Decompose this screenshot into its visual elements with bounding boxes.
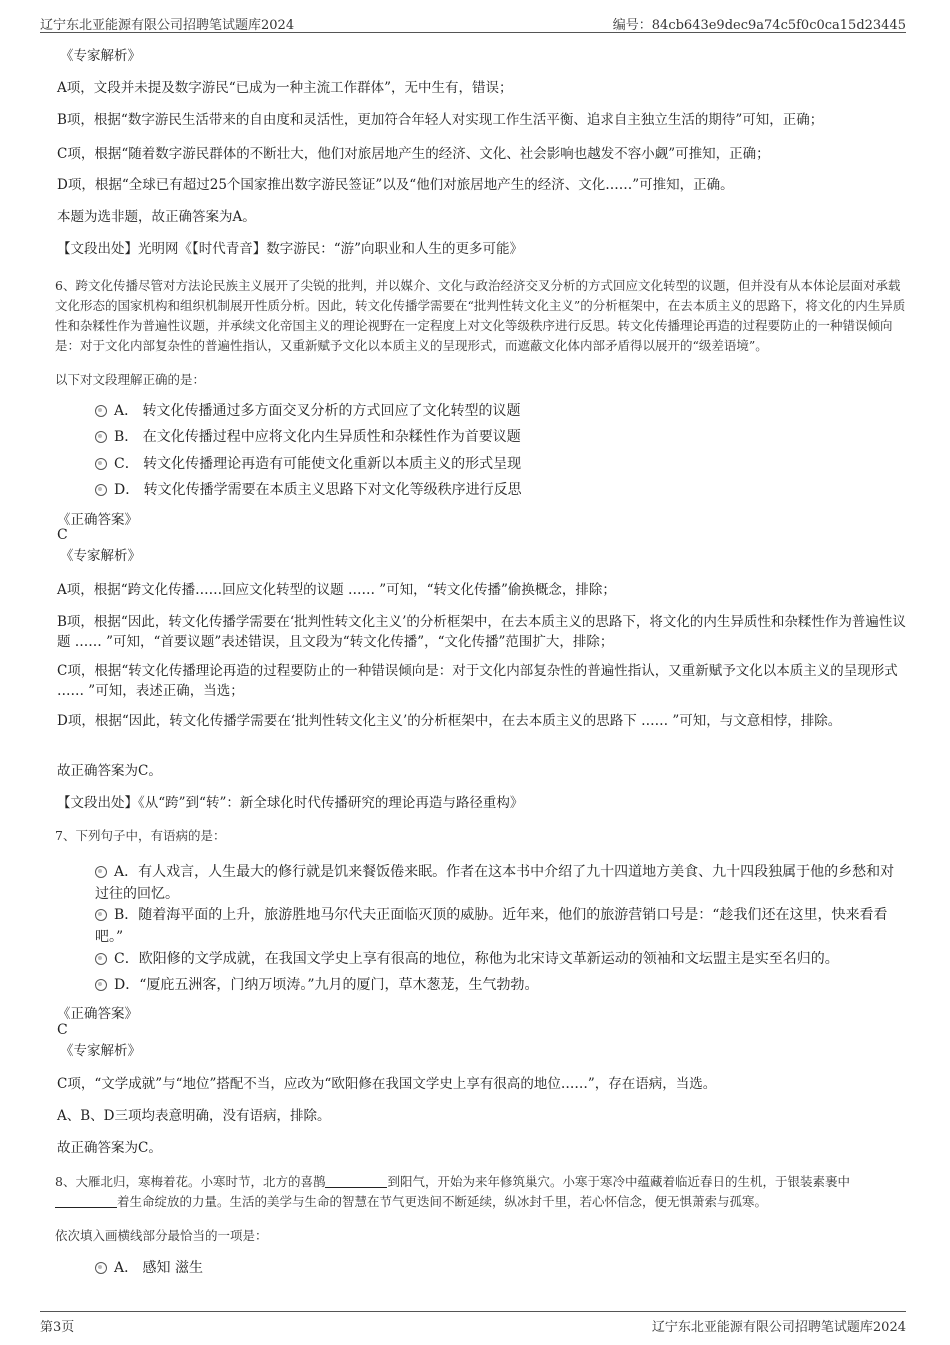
q6-option-a[interactable]: A． 转文化传播通过多方面交叉分析的方式回应了文化转型的议题: [95, 400, 906, 422]
footer-title: 辽宁东北亚能源有限公司招聘笔试题库2024: [651, 1320, 906, 1335]
q6-analysis-d: D项，根据“因此，转文化传播学需要在‘批判性转文化主义’的分析框架中，在去本质主义的思路下 …… ”可知，与文意相悖，排除。: [57, 713, 842, 729]
q7-expert-tag: 《专家解析》: [60, 1043, 141, 1059]
radio-icon[interactable]: [95, 405, 107, 417]
q6-analysis-c: C项，根据“转文化传播理论再造的过程要防止的一种错误倾向是：对于文化内部复杂性的普遍性指认，又重新赋予文化以本质主义的呈现形式 …… ”可知，表述正确，当选；: [57, 663, 898, 699]
header-title: 辽宁东北亚能源有限公司招聘笔试题库2024: [40, 18, 295, 33]
q6-option-d[interactable]: D． 转文化传播学需要在本质主义思路下对文化等级秩序进行反思: [95, 479, 906, 501]
q7-option-c[interactable]: C．欧阳修的文学成就，在我国文学史上享有很高的地位，称他为北宋诗文革新运动的领袖和文坛盟主是实至名归的。: [95, 948, 906, 970]
q6-option-c[interactable]: C． 转文化传播理论再造有可能使文化重新以本质主义的形式呈现: [95, 453, 906, 475]
radio-icon[interactable]: [95, 1262, 107, 1274]
q5-analysis-a: A项，文段并未提及数字游民“已成为一种主流工作群体”，无中生有，错误；: [57, 80, 513, 96]
q5-analysis-c: C项，根据“随着数字游民群体的不断壮大，他们对旅居地产生的经济、文化、社会影响也越发不容小觑”可推知，正确；: [57, 146, 770, 162]
fill-blank-2: [55, 1193, 117, 1208]
q7-stem: 7、下列句子中，有语病的是：: [55, 828, 226, 843]
q6-prompt: 以下对文段理解正确的是：: [55, 372, 206, 387]
q7-option-d[interactable]: D．“厦庇五洲客，门纳万顷涛。”九月的厦门，草木葱茏，生气勃勃。: [95, 974, 906, 996]
q6-answer-tag: 《正确答案》: [57, 512, 138, 528]
q6-answer: C: [57, 527, 68, 543]
radio-icon[interactable]: [95, 953, 107, 965]
radio-icon[interactable]: [95, 866, 107, 878]
radio-icon[interactable]: [95, 979, 107, 991]
q5-expert-tag: 《专家解析》: [60, 48, 141, 64]
q6-conclusion: 故正确答案为C。: [57, 763, 162, 779]
q6-option-b[interactable]: B． 在文化传播过程中应将文化内生异质性和杂糅性作为首要议题: [95, 426, 906, 448]
q7-conclusion: 故正确答案为C。: [57, 1140, 162, 1156]
q6-expert-tag: 《专家解析》: [60, 548, 141, 564]
q5-conclusion: 本题为选非题，故正确答案为A。: [57, 209, 256, 225]
q7-option-a[interactable]: A．有人戏言，人生最大的修行就是饥来餐饭倦来眠。作者在这本书中介绍了九十四道地方美食、九十四段独属于他的乡愁和对过往的回忆。: [95, 864, 895, 902]
header-serial: 编号：84cb643e9dec9a74c5f0c0ca15d23445: [612, 18, 906, 33]
q7-analysis-c: C项，“文学成就”与“地位”搭配不当，应改为“欧阳修在我国文学史上享有很高的地位……”，存在语病，当选。: [57, 1076, 717, 1092]
q7-option-b[interactable]: B．随着海平面的上升，旅游胜地马尔代夫正面临灭顶的威胁。近年来，他们的旅游营销口号是：“趁我们还在这里，快来看看吧。”: [95, 907, 888, 945]
page-footer: [40, 1311, 906, 1336]
radio-icon[interactable]: [95, 909, 107, 921]
q8-option-a[interactable]: A． 感知 滋生: [95, 1257, 906, 1279]
q8-stem: 8、大雁北归，寒梅着花。小寒时节，北方的喜鹊 到阳气，开始为来年修筑巢穴。小寒于寒冷中蕴藏着临近春日的生机，于银装素裹中着生命绽放的力量。生活的美学与生命的智慧在节气更迭间不断延续，纵冰封千里，若心怀信念，便无惧萧索与孤寒。: [55, 1174, 850, 1209]
q6-stem: 6、跨文化传播尽管对方法论民族主义展开了尖锐的批判，并以媒介、文化与政治经济交叉分析的方式回应文化转型的议题，但并没有从本体论层面对承载文化形态的国家机构和组织机制展开性质分析。因此，转文化传播学需要在“批判性转文化主义”的分析框架中，在去本质主义的思路下，将文化的内生异质性和杂糅性作为普遍性议题，并承续文化帝国主义的理论视野在一定程度上对文化等级秩序进行反思。转文化传播理论再造的过程要防止的一种错误倾向是：对于文化内部复杂性的普遍性指认，又重新赋予文化以本质主义的呈现形式，而遮蔽文化体内部矛盾得以展开的“级差语境”。: [55, 278, 906, 353]
q5-analysis-b: B项，根据“数字游民生活带来的自由度和灵活性，更加符合年轻人对实现工作生活平衡、追求自主独立生活的期待”可知，正确；: [57, 112, 824, 128]
q8-prompt: 依次填入画横线部分最恰当的一项是：: [55, 1228, 268, 1243]
footer-page-number: 第3页: [40, 1320, 75, 1335]
page-header: [40, 10, 906, 33]
q7-answer: C: [57, 1022, 68, 1038]
radio-icon[interactable]: [95, 458, 107, 470]
q7-answer-tag: 《正确答案》: [57, 1006, 138, 1022]
q6-analysis-b: B项，根据“因此，转文化传播学需要在‘批判性转文化主义’的分析框架中，在去本质主义的思路下，将文化的内生异质性和杂糅性作为普遍性议题 …… ”可知，“首要议题”表述错误，且文段为“转文化传播”，“文化传播”范围扩大，排除；: [57, 614, 906, 650]
q6-source: 【文段出处】《从“跨”到“转”：新全球化时代传播研究的理论再造与路径重构》: [57, 795, 524, 811]
radio-icon[interactable]: [95, 431, 107, 443]
q5-source: 【文段出处】光明网《【时代青音】数字游民：“游”向职业和人生的更多可能》: [57, 241, 524, 257]
q6-analysis-a: A项，根据“跨文化传播……回应文化转型的议题 …… ”可知，“转文化传播”偷换概念，排除；: [57, 582, 616, 598]
q5-analysis-d: D项，根据“全球已有超过25个国家推出数字游民签证”以及“他们对旅居地产生的经济、文化……”可推知，正确。: [57, 177, 734, 193]
q7-analysis-abd: A、B、D三项均表意明确，没有语病，排除。: [57, 1108, 331, 1124]
fill-blank-1: [325, 1173, 387, 1188]
radio-icon[interactable]: [95, 484, 107, 496]
